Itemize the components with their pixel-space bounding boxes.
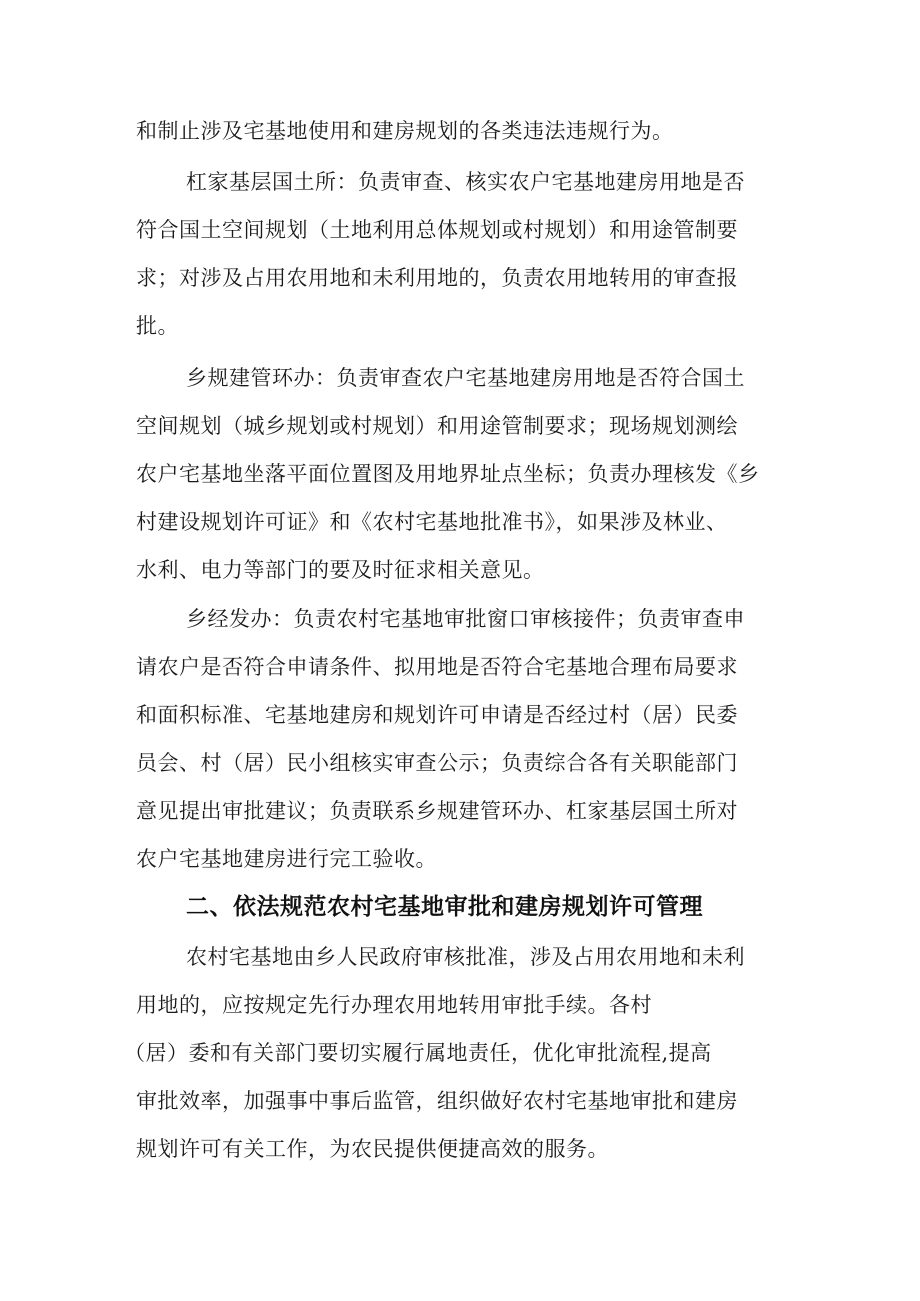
paragraph-line: 农村宅基地由乡人民政府审核批准，涉及占用农用地和未利 (186, 945, 745, 969)
paragraph-line: 求；对涉及占用农用地和未利用地的，负责农用地转用的审查报 (136, 266, 738, 290)
paragraph-line: 农户宅基地建房进行完工验收。 (136, 847, 437, 871)
paragraph-line: 空间规划（城乡规划或村规划）和用途管制要求；现场规划测绘 (136, 414, 738, 438)
paragraph-line: 村建设规划许可证》和《农村宅基地批准书》，如果涉及林业、 (136, 510, 728, 534)
paragraph-line: 杠家基层国土所：负责审查、核实农户宅基地建房用地是否 (186, 170, 745, 194)
paragraph-line: 审批效率，加强事中事后监管，组织做好农村宅基地审批和建房 (136, 1089, 738, 1113)
paragraph-line: 请农户是否符合申请条件、拟用地是否符合宅基地合理布局要求 (136, 655, 738, 679)
section-heading: 二、依法规范农村宅基地审批和建房规划许可管理 (186, 894, 703, 920)
paragraph-line: 农户宅基地坐落平面位置图及用地界址点坐标；负责办理核发《乡 (136, 462, 760, 486)
paragraph-line: 水利、电力等部门的要及时征求相关意见。 (136, 558, 545, 582)
paragraph-line: 员会、村（居）民小组核实审查公示；负责综合各有关职能部门 (136, 751, 738, 775)
paragraph-line: 规划许可有关工作，为农民提供便捷高效的服务。 (136, 1137, 609, 1161)
paragraph-line: 乡规建管环办：负责审查农户宅基地建房用地是否符合国土 (186, 366, 745, 390)
paragraph-line: 符合国土空间规划（土地利用总体规划或村规划）和用途管制要 (136, 218, 738, 242)
paragraph-line: 意见提出审批建议；负责联系乡规建管环办、杠家基层国土所对 (136, 799, 738, 823)
paragraph-line: 用地的，应按规定先行办理农用地转用审批手续。各村 (136, 993, 652, 1017)
paragraph-line: 批。 (136, 314, 179, 338)
paragraph-line: 乡经发办：负责农村宅基地审批窗口审核接件；负责审查申 (186, 607, 745, 631)
paragraph-line: 和面积标准、宅基地建房和规划许可申请是否经过村（居）民委 (136, 703, 738, 727)
paragraph-line: （居）委和有关部门要切实履行属地责任，优化审批流程,提高 (124, 1041, 712, 1065)
paragraph-line: 和制止涉及宅基地使用和建房规划的各类违法违规行为。 (136, 119, 674, 143)
